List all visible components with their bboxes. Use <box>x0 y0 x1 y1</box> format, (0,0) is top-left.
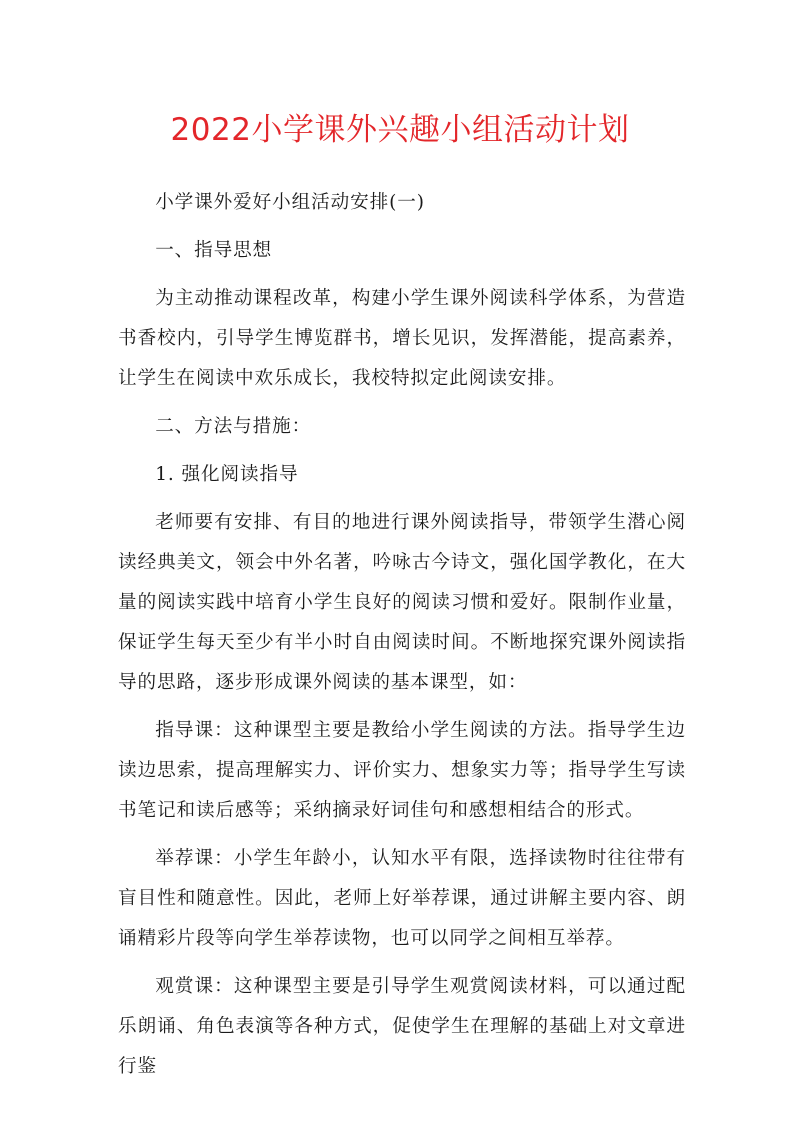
subsection-heading-reading-guidance: 1. 强化阅读指导 <box>155 464 299 485</box>
document-title: 2022小学课外兴趣小组活动计划 <box>170 112 630 148</box>
paragraph-recommendation-class: 举荐课：小学生年龄小，认知水平有限，选择读物时往往带有盲目性和随意性。因此，老师上好举荐课，通过讲解主要内容、朗诵精彩片段等向学生举荐读物，也可以同学之间相互举荐。 <box>118 848 686 949</box>
paragraph-guidance-class: 指导课：这种课型主要是教给小学生阅读的方法。指导学生边读边思索，提高理解实力、评价实力、想象实力等；指导学生写读书笔记和读后感等；采纳摘录好词佳句和感想相结合的形式。 <box>118 720 686 821</box>
document-body <box>118 183 686 1095</box>
section-subtitle: 小学课外爱好小组活动安排(一) <box>155 192 425 213</box>
paragraph-teacher-guidance: 老师要有安排、有目的地进行课外阅读指导，带领学生潜心阅读经典美文，领会中外名著，吟咏古今诗文，强化国学教化，在大量的阅读实践中培育小学生良好的阅读习惯和爱好。限制作业量，保证学生每天至少有半小时自由阅读时间。不断地探究课外阅读指导的思路，逐步形成课外阅读的基本课型，如： <box>118 512 686 693</box>
section-heading-guiding-ideology: 一、指导思想 <box>155 240 273 261</box>
paragraph-appreciation-class: 观赏课：这种课型主要是引导学生观赏阅读材料，可以通过配乐朗诵、角色表演等各种方式，促使学生在理解的基础上对文章进行鉴 <box>118 976 686 1077</box>
section-heading-methods: 二、方法与措施： <box>155 416 312 437</box>
paragraph-intro: 为主动推动课程改革，构建小学生课外阅读科学体系，为营造书香校内，引导学生博览群书，增长见识，发挥潜能，提高素养，让学生在阅读中欢乐成长，我校特拟定此阅读安排。 <box>118 288 686 389</box>
